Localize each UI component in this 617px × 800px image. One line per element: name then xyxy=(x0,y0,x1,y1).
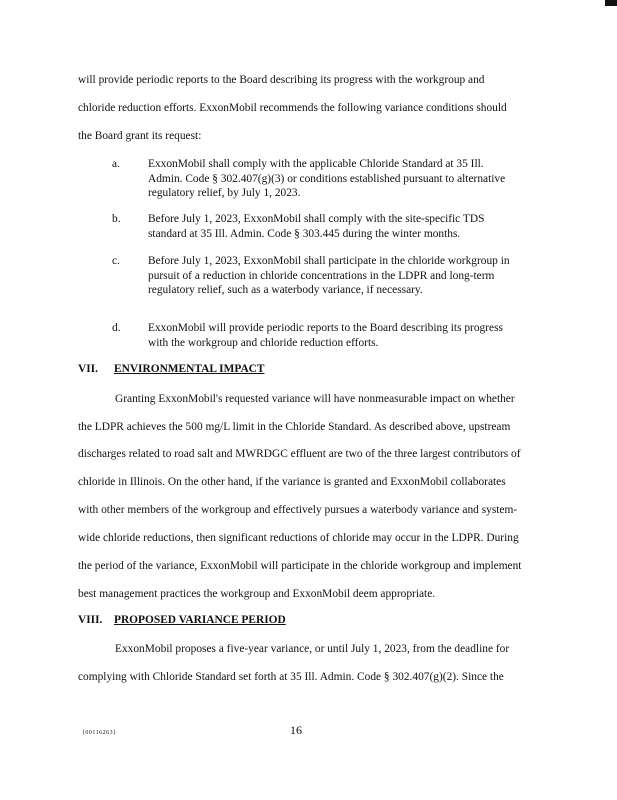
condition-d-text: ExxonMobil will provide periodic reports to the Board describing its progress with the workgroup and chloride reduction efforts. xyxy=(148,322,503,349)
section7-line-7: the period of the variance, ExxonMobil will participate in the chloride workgroup and implement xyxy=(78,560,522,572)
condition-b-label: b. xyxy=(112,213,121,225)
section-heading-proposed-variance-period xyxy=(78,614,286,626)
intro-line-1: will provide periodic reports to the Board describing its progress with the workgroup and xyxy=(78,74,485,86)
section7-line-6: wide chloride reductions, then significant reductions of chloride may occur in the LDPR. During xyxy=(78,532,519,544)
condition-b-text: Before July 1, 2023, ExxonMobil shall comply with the site-specific TDS standard at 35 Ill. Admin. Code § 303.445 during the winter months. xyxy=(148,213,485,240)
section7-line-3: discharges related to road salt and MWRDGC effluent are two of the three largest contributors of xyxy=(78,448,521,460)
intro-line-2: chloride reduction efforts. ExxonMobil recommends the following variance conditions should xyxy=(78,102,507,114)
section-heading-environmental-impact xyxy=(78,363,265,375)
section8-line-2: complying with Chloride Standard set forth at 35 Ill. Admin. Code § 302.407(g)(2). Since the xyxy=(78,671,504,683)
section-title: PROPOSED VARIANCE PERIOD xyxy=(114,614,286,626)
section-title: ENVIRONMENTAL IMPACT xyxy=(114,363,265,375)
section7-line-5: with other members of the workgroup and effectively pursues a waterbody variance and system- xyxy=(78,504,518,516)
section7-line-2: the LDPR achieves the 500 mg/L limit in the Chloride Standard. As described above, upstream xyxy=(78,421,511,433)
page-number: 16 xyxy=(290,723,302,737)
condition-c-text: Before July 1, 2023, ExxonMobil shall participate in the chloride workgroup in pursuit of a reduction in chloride concentrations in the LDPR and long-term regulatory relief, such as a waterbody variance, if necessary. xyxy=(148,255,510,297)
document-id-code: {00116263} xyxy=(82,730,117,736)
section7-line-1: Granting ExxonMobil's requested variance will have nonmeasurable impact on whether xyxy=(115,393,515,405)
section-number: VIII. xyxy=(78,614,103,626)
section7-line-4: chloride in Illinois. On the other hand, if the variance is granted and ExxonMobil collaborates xyxy=(78,476,506,488)
condition-a-text: ExxonMobil shall comply with the applicable Chloride Standard at 35 Ill. Admin. Code § 302.407(g)(3) or conditions established pursuant to alternative regulatory relief, by July 1, 2023. xyxy=(148,158,506,200)
condition-c-label: c. xyxy=(112,255,120,267)
condition-a-label: a. xyxy=(112,158,120,170)
condition-d-label: d. xyxy=(112,322,121,334)
section7-line-8: best management practices the workgroup and ExxonMobil deem appropriate. xyxy=(78,588,436,600)
section8-line-1: ExxonMobil proposes a five-year variance, or until July 1, 2023, from the deadline for xyxy=(115,643,510,655)
intro-line-3: the Board grant its request: xyxy=(78,130,202,142)
section-number: VII. xyxy=(78,363,98,375)
